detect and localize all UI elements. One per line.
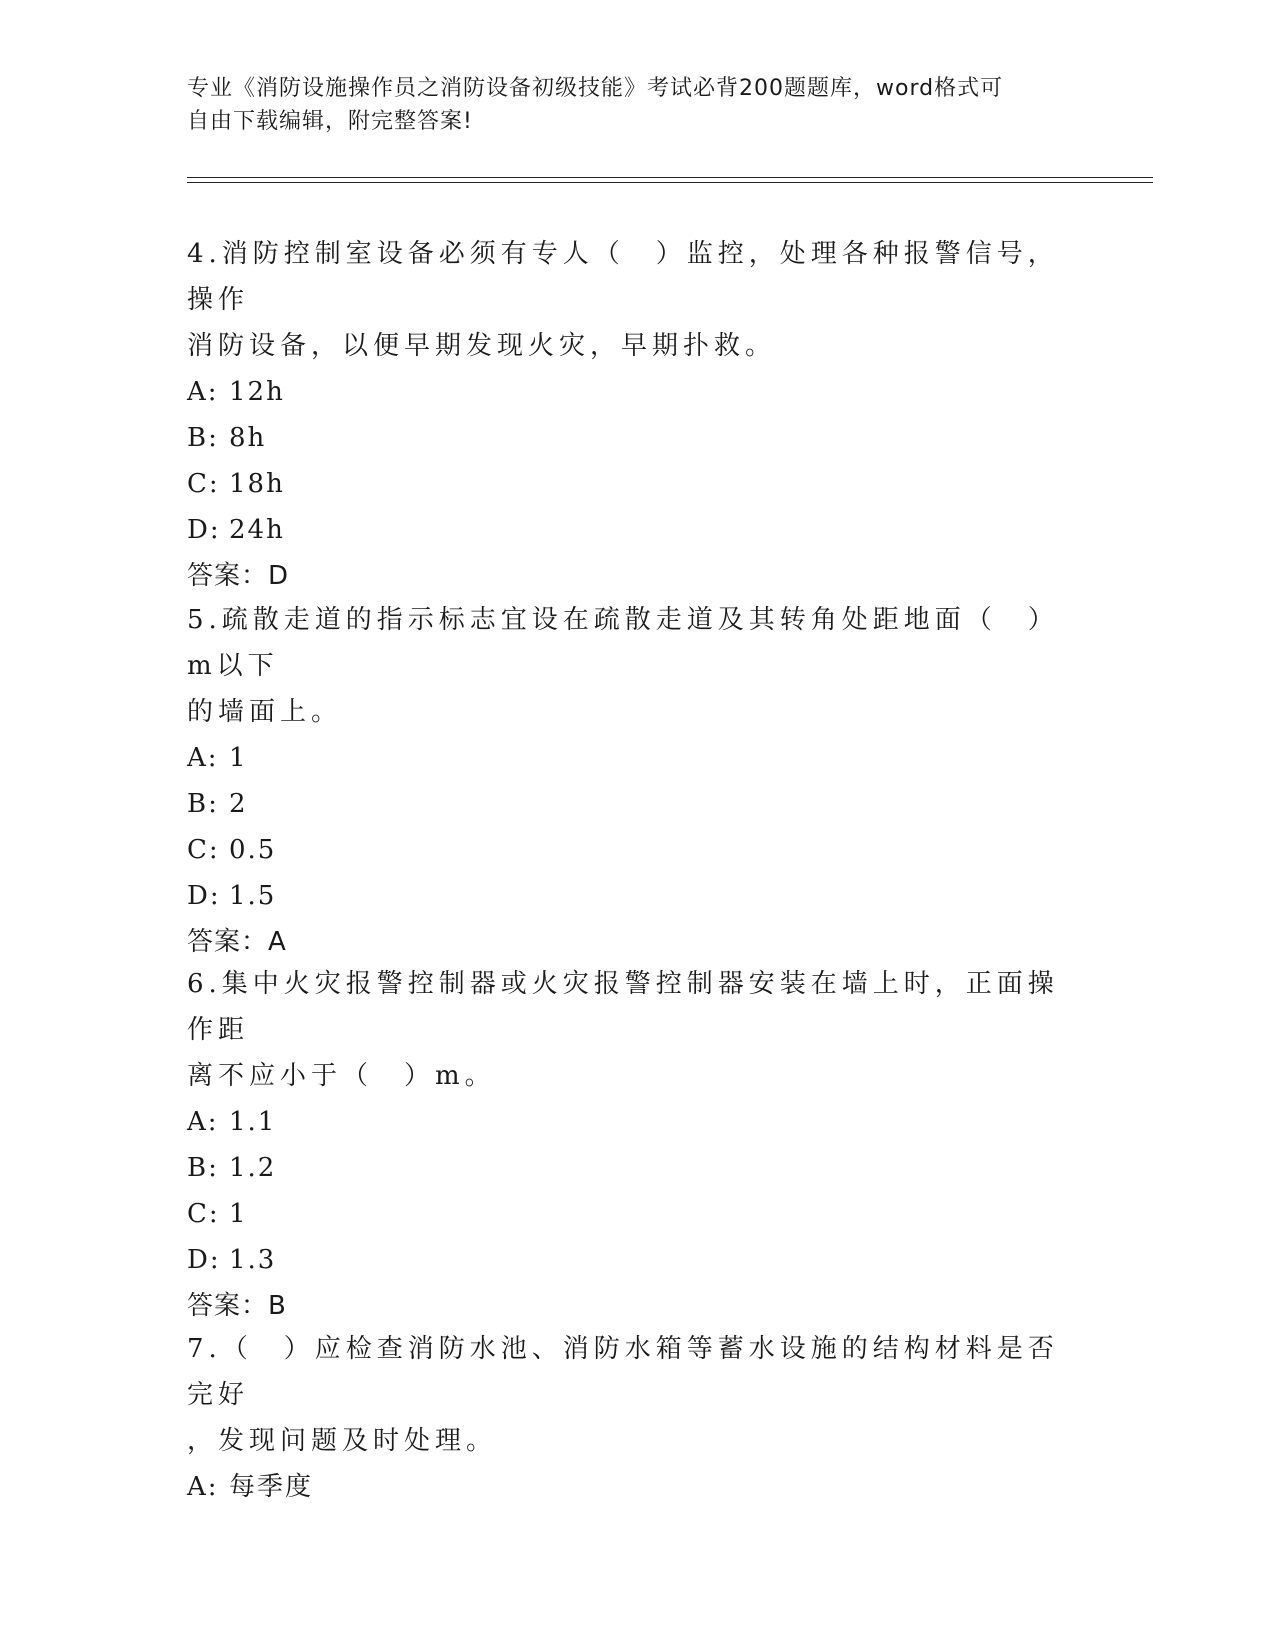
option-a xyxy=(187,1099,1087,1145)
option-b xyxy=(187,781,1087,827)
option-text: 8h xyxy=(229,423,267,453)
option-letter: C: xyxy=(187,835,220,865)
question-stem-line-1: 5.疏散走道的指示标志宜设在疏散走道及其转角处距地面（ ）m以下 xyxy=(187,605,1059,681)
question-4 xyxy=(187,231,1087,599)
question-stem-line-2: ，发现问题及时处理。 xyxy=(187,1426,498,1456)
question-stem xyxy=(187,597,1087,735)
option-letter: C: xyxy=(187,469,220,499)
option-text: 12h xyxy=(229,377,285,407)
option-a xyxy=(187,369,1087,415)
option-c xyxy=(187,1191,1087,1237)
option-b xyxy=(187,1145,1087,1191)
option-text: 1 xyxy=(229,1199,248,1229)
header-line-1: 专业《消防设施操作员之消防设备初级技能》考试必背200题题库，word格式可 xyxy=(187,76,1004,101)
question-stem-line-1: 7.（ ）应检查消防水池、消防水箱等蓄水设施的结构材料是否完好 xyxy=(187,1334,1059,1410)
option-letter: C: xyxy=(187,1199,220,1229)
option-text: 1.3 xyxy=(229,1245,277,1275)
question-stem-line-2: 离不应小于（ ）m。 xyxy=(187,1061,496,1091)
question-6 xyxy=(187,961,1087,1329)
option-d xyxy=(187,507,1087,553)
option-c xyxy=(187,461,1087,507)
option-a xyxy=(187,1464,1087,1510)
option-text: 18h xyxy=(229,469,285,499)
answer-line: 答案：D xyxy=(187,561,290,591)
header-divider-bottom xyxy=(187,182,1153,183)
option-letter: B: xyxy=(187,423,219,453)
option-letter: A: xyxy=(187,1107,219,1137)
option-letter: A: xyxy=(187,377,219,407)
option-letter: A: xyxy=(187,743,219,773)
header-divider-top xyxy=(187,177,1153,178)
question-stem xyxy=(187,961,1087,1099)
header-line-2: 自由下载编辑，附完整答案! xyxy=(187,109,473,134)
option-letter: D: xyxy=(187,1245,221,1275)
question-stem xyxy=(187,1326,1087,1464)
option-letter: A: xyxy=(187,1472,219,1502)
option-d xyxy=(187,1237,1087,1283)
answer-line: 答案：B xyxy=(187,1291,287,1321)
option-letter: D: xyxy=(187,881,221,911)
option-letter: B: xyxy=(187,1153,219,1183)
question-7 xyxy=(187,1326,1087,1510)
option-letter: B: xyxy=(187,789,219,819)
option-letter: D: xyxy=(187,515,221,545)
option-text: 1.2 xyxy=(229,1153,277,1183)
question-stem-line-1: 4.消防控制室设备必须有专人（ ）监控，处理各种报警信号，操作 xyxy=(187,239,1059,315)
option-text: 每季度 xyxy=(229,1472,314,1502)
document-header xyxy=(187,72,1087,138)
option-d xyxy=(187,873,1087,919)
question-stem xyxy=(187,231,1087,369)
question-stem-line-1: 6.集中火灾报警控制器或火灾报警控制器安装在墙上时，正面操作距 xyxy=(187,969,1059,1045)
option-text: 24h xyxy=(229,515,285,545)
answer-line: 答案：A xyxy=(187,927,287,957)
option-text: 1 xyxy=(229,743,248,773)
option-a xyxy=(187,735,1087,781)
option-c xyxy=(187,827,1087,873)
option-b xyxy=(187,415,1087,461)
option-text: 1.1 xyxy=(229,1107,277,1137)
option-text: 1.5 xyxy=(229,881,277,911)
question-stem-line-2: 消防设备，以便早期发现火灾，早期扑救。 xyxy=(187,331,777,361)
question-5 xyxy=(187,597,1087,965)
option-text: 2 xyxy=(229,789,248,819)
question-stem-line-2: 的墙面上。 xyxy=(187,697,343,727)
option-text: 0.5 xyxy=(229,835,277,865)
